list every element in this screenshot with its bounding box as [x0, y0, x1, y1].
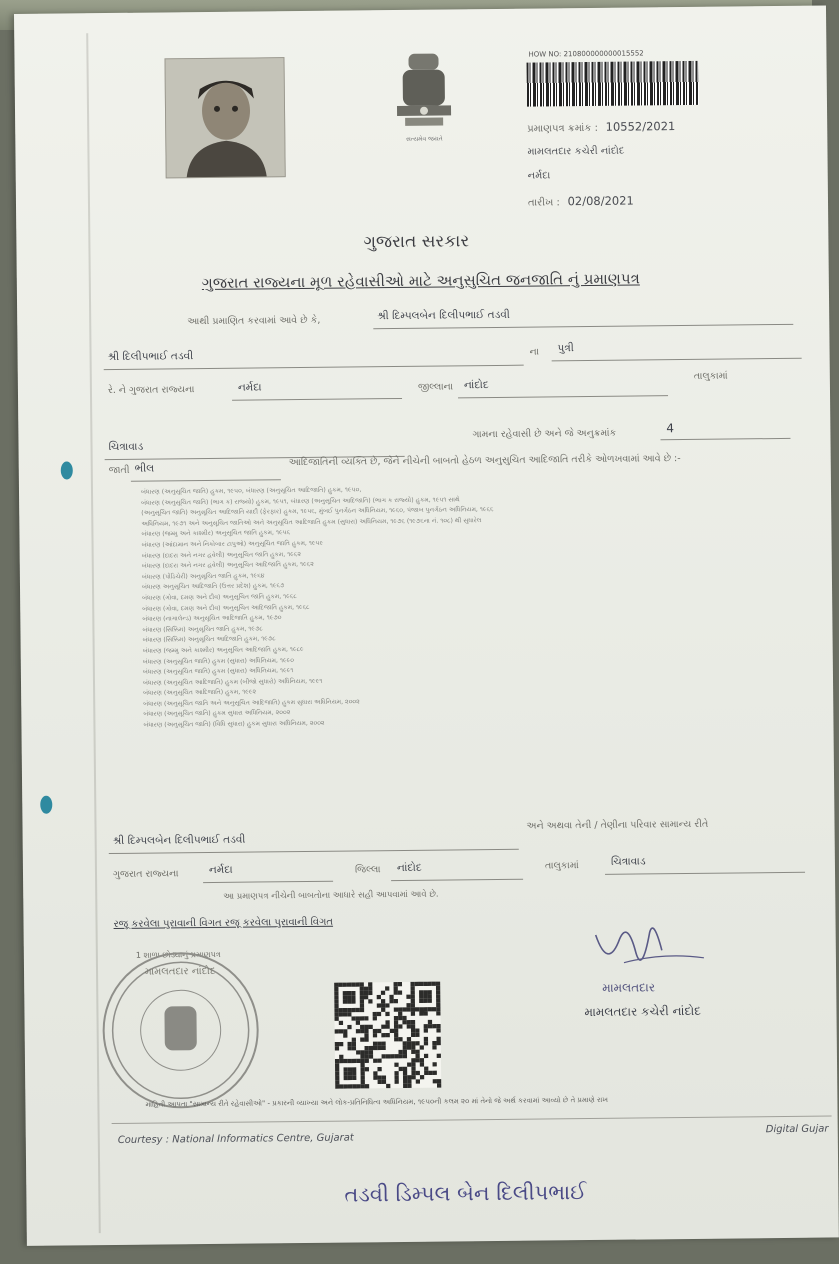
lower-district-underline [203, 881, 333, 883]
barcode-number: HOW NO: 210800000000015552 [528, 49, 644, 59]
district-underline [232, 398, 402, 401]
issuing-district: નર્મદા [527, 170, 551, 182]
tribe-order-line: બંધારણ (દાદરા અને નગર હવેલી) અનુસૂચિત જાતિ હુકમ, ૧૯૬૨ [141, 550, 302, 560]
taluka-underline [458, 395, 668, 398]
issue-date-label: તારીખ : [527, 197, 560, 209]
tribe-orders-list [141, 481, 784, 731]
tribe-order-line: બંધારણ (સિક્કિમ) અનુસૂચિત જાતિ હુકમ, ૧૯૭૮ [142, 625, 263, 634]
digital-gujarat-mark: Digital Gujar [765, 1123, 829, 1136]
lower-name-underline [109, 849, 519, 854]
issue-date: 02/08/2021 [567, 193, 634, 209]
district-label: જીલ્લાના [417, 381, 454, 393]
tribe-order-line: બંધારણ (જમ્મુ અને કાશ્મીર) અનુસૂચિત આદિજાતિ હુકમ, ૧૯૮૯ [142, 645, 304, 655]
signature-word: મામલતદાર [602, 980, 656, 995]
tribe-order-line: બંધારણ (અનુસૂચિત આદિજાતિ) હુકમ, ૧૯૯૨ [143, 688, 257, 697]
lower-suffix: અને અથવા તેની / તેણીના પરિવાર સામાન્ય રીતે [526, 818, 709, 832]
relation: પુત્રી [557, 342, 574, 355]
certificate-title: ગુજરાત રાજ્યના મૂળ રહેવાસીઓ માટે અનુસુચિત જનજાતિ નું પ્રમાણપત્ર [201, 269, 640, 293]
emblem-caption: સત્યમેવ જયતે [405, 135, 443, 143]
footer-note: માહિતી આપતા "સામાન્ય રીતે રહેવાસીઓ" - પ્રકારની વ્યાખ્યા અને લોક-પ્રતિનિધિત્વ અધિનિયમ, ૧૯૫૦ની કલમ ૨૦ માં તેનો જે અર્થ કરવામાં આવ્યો છે તે પ્રમાણે રાખ [145, 1095, 609, 1109]
relation-label: ના [529, 346, 540, 358]
seal-text: મામલતદાર નાંદોદ [144, 965, 216, 978]
tribe-order-line: બંધારણ (નાગાલેન્ડ) અનુસૂચિત આદિજાતિ હુકમ, ૧૯૭૦ [142, 614, 282, 623]
tribe-value: ભીલ [134, 462, 155, 475]
courtesy-note: Courtesy : National Informatics Centre, Gujarat [117, 1132, 354, 1146]
tribe-order-line: બંધારણ (ગોવા, દમણ અને દીવ) અનુસૂચિત આદિજાતિ હુકમ, ૧૯૬૮ [142, 603, 310, 613]
tribe-order-line: બંધારણ (સિક્કિમ) અનુસૂચિત આદિજાતિ હુકમ, ૧૯૭૮ [142, 635, 276, 645]
state-prefix: રે. ને ગુજરાત રાજ્યના [107, 384, 195, 397]
qr-code [334, 982, 441, 1089]
tribe-order-line: બંધારણ (ગોવા, દમણ અને દીવ) અનુસૂચિત જાતિ હુકમ, ૧૯૬૮ [142, 593, 297, 602]
page-fold [86, 33, 101, 1233]
tribe-suffix: આદિજાતિની વ્યક્તિ છે, જેને નીચેની બાબતો હેઠળ અનુસુચિત આદિજાતિ તરીકે ઓળખવામાં આવે છે :- [288, 453, 681, 469]
taluka-value: નાંદોદ [463, 379, 489, 392]
tribe-underline [131, 479, 281, 482]
tribe-order-line: બંધારણ (અનુસૂચિત જાતિ) હુકમ (સુધારા) અધિનિયમ, ૧૯૯૧ [142, 667, 294, 676]
tribe-order-line: બંધારણ (અનુસૂચિત જાતિ) હુકમ (સુધારા) અધિનિયમ, ૧૯૯૦ [142, 656, 295, 666]
village-suffix: ગામના રહેવાસી છે અને જે અનુક્રમાંક [472, 427, 617, 441]
signature-block [583, 911, 744, 1023]
serial-number: 4 [666, 421, 675, 436]
father-underline [104, 365, 524, 370]
issuing-office: મામલતદાર કચેરી નાંદોદ [527, 145, 625, 158]
national-emblem-icon [388, 49, 459, 150]
tribe-order-line: બંધારણ (અનુસૂચિત જાતિ) હુકમ સુધારા અધિનિયમ, ૨૦૦૨ [143, 709, 291, 719]
lower-village: ચિત્રાવાડ [610, 855, 646, 868]
signatory-designation: મામલતદાર કચેરી નાંદોદ [584, 1003, 701, 1020]
tribe-order-line: (અનુસૂચિત જાતિ) અનુસૂચિત આદિજાતિ યાદી (ફેરફાર) હુકમ, ૧૯૫૬, મુંબઈ પુનર્ગઠન અધિનિયમ, ૧૯૬૦, પંજાબ પુનર્ગઠન અધિનિયમ, ૧૯૬૬ [141, 506, 494, 517]
barcode [527, 61, 699, 107]
issue-basis-line: આ પ્રમાણપત્ર નીચેની બાબતોના આધારે સહી આપવામાં આવે છે. [223, 889, 439, 902]
tribe-order-line: બંધારણ (અનુસૂચિત જાતિ અને અનુસૂચિત આદિજાતિ) હુકમ સુધારા અધિનિયમ, ૨૦૦૨ [143, 698, 360, 708]
lower-district: નર્મદા [208, 863, 233, 877]
district-value: નર્મદા [237, 381, 262, 394]
tribe-order-line: બંધારણ (અનુસૂચિત જાતિ) (ભાગ ક) રાજ્યો) હુકમ, ૧૯૫૧, બંધારણ (અનુસૂચિત આદિજાતિ) (ભાગ ક રાજ્યો) હુકમ, ૧૯૫૧ સાથે [141, 495, 460, 507]
tribe-order-line: બંધારણ (અનુસૂચિત જાતિ) હુકમ, ૧૯૫૦, બંધારણ (અનુસૂચિત આદિજાતિ) હુકમ, ૧૯૫૦, [140, 486, 362, 496]
issue-date-row [528, 194, 634, 209]
certificate-number-label: પ્રમાણપત્ર ક્રમાંક : [527, 122, 599, 135]
lower-taluka: નાંદોદ [396, 861, 422, 875]
applicant-photo [164, 57, 285, 178]
tribe-order-line: બંધારણ (અનુસૂચિત આદિજાતિ) હુકમ (બીજો સુધારો) અધિનિયમ, ૧૯૯૧ [142, 677, 323, 687]
lower-village-underline [605, 872, 805, 875]
certificate-number-row [527, 119, 675, 135]
tribe-order-line: બંધારણ (જમ્મુ અને કાશ્મીર) અનુસૂચિત જાતિ હુકમ, ૧૯૫૬ [141, 529, 291, 539]
tribe-order-line: બંધારણ (અનુસૂચિત જાતિ) (વિધિ સુધારા) હુકમ સુધારા અધિનિયમ, ૨૦૦૨ [143, 719, 325, 729]
taluka-label: તાલુકામાં [693, 370, 728, 382]
name-underline [373, 324, 793, 329]
certify-prefix: આથી પ્રમાણિત કરવામાં આવે છે કે, [187, 314, 321, 328]
tribe-order-line: બંધારણ (પોંડિચેરી) અનુસૂચિત જાતિ હુકમ, ૧૯૬૪ [141, 572, 265, 581]
person-name: શ્રી દિમ્પલબેન દિલીપભાઈ તડવી [377, 308, 510, 323]
binder-hole [40, 796, 52, 814]
document-item: 1 શાળા છોડ્યાનું પ્રમાણપત્ર [135, 949, 221, 960]
village-value: ચિત્રાવાડ [108, 440, 144, 454]
signature-scribble-icon [583, 911, 744, 983]
documents-heading: રજૂ કરવેલા પુરાવાની વિગત રજૂ કરવેલા પુરાવાની વિગત [113, 916, 334, 931]
tribe-order-line: અધિનિયમ, ૧૯૭૧ અને અનુસૂચિત જાતિઓ અને અનુસૂચિત આદિજાતિ હુકમ (સુધારા) અધિનિયમ, ૧૯૭૬ (૧૯૭૬ના નં. ૧૦૮) થી સુધારેલ [141, 516, 482, 528]
lower-taluka-underline [391, 879, 523, 881]
tribe-order-line: બંધારણ (દાદરા અને નગર હવેલી) અનુસૂચિત આદિજાતિ હુકમ, ૧૯૬૨ [141, 561, 314, 570]
tribe-order-line: બંધારણ અનુસૂચિત આદિજાતિ (ઉત્તર પ્રદેશ) હુકમ, ૧૯૬૭ [141, 582, 285, 592]
lower-state: ગુજરાત રાજ્યના [112, 868, 179, 881]
handwritten-name: તડવી ડિમ્પલ બેન દિલીપભાઈ [344, 1180, 587, 1207]
serial-underline [660, 438, 790, 440]
lower-taluka-label: તાલુકામાં [544, 860, 579, 872]
binder-hole [61, 461, 73, 479]
tribe-label: જાતી [108, 464, 130, 477]
government-title: ગુજરાત સરકાર [363, 231, 470, 253]
office-seal [102, 951, 260, 1109]
certificate-page [14, 5, 839, 1245]
lower-district-label: જિલ્લા [354, 864, 381, 876]
father-name: શ્રી દિલીપભાઈ તડવી [107, 350, 194, 364]
lower-person-name: શ્રી દિમ્પલબેન દિલીપભાઈ તડવી [112, 833, 246, 848]
certificate-number: 10552/2021 [605, 119, 676, 134]
relation-underline [552, 358, 802, 362]
tribe-order-line: બંધારણ (આંદામાન અને નિકોબાર ટાપુઓ) અનુસૂચિત જાતિ હુકમ, ૧૯૫૯ [141, 539, 324, 549]
footer-rule [112, 1115, 832, 1124]
